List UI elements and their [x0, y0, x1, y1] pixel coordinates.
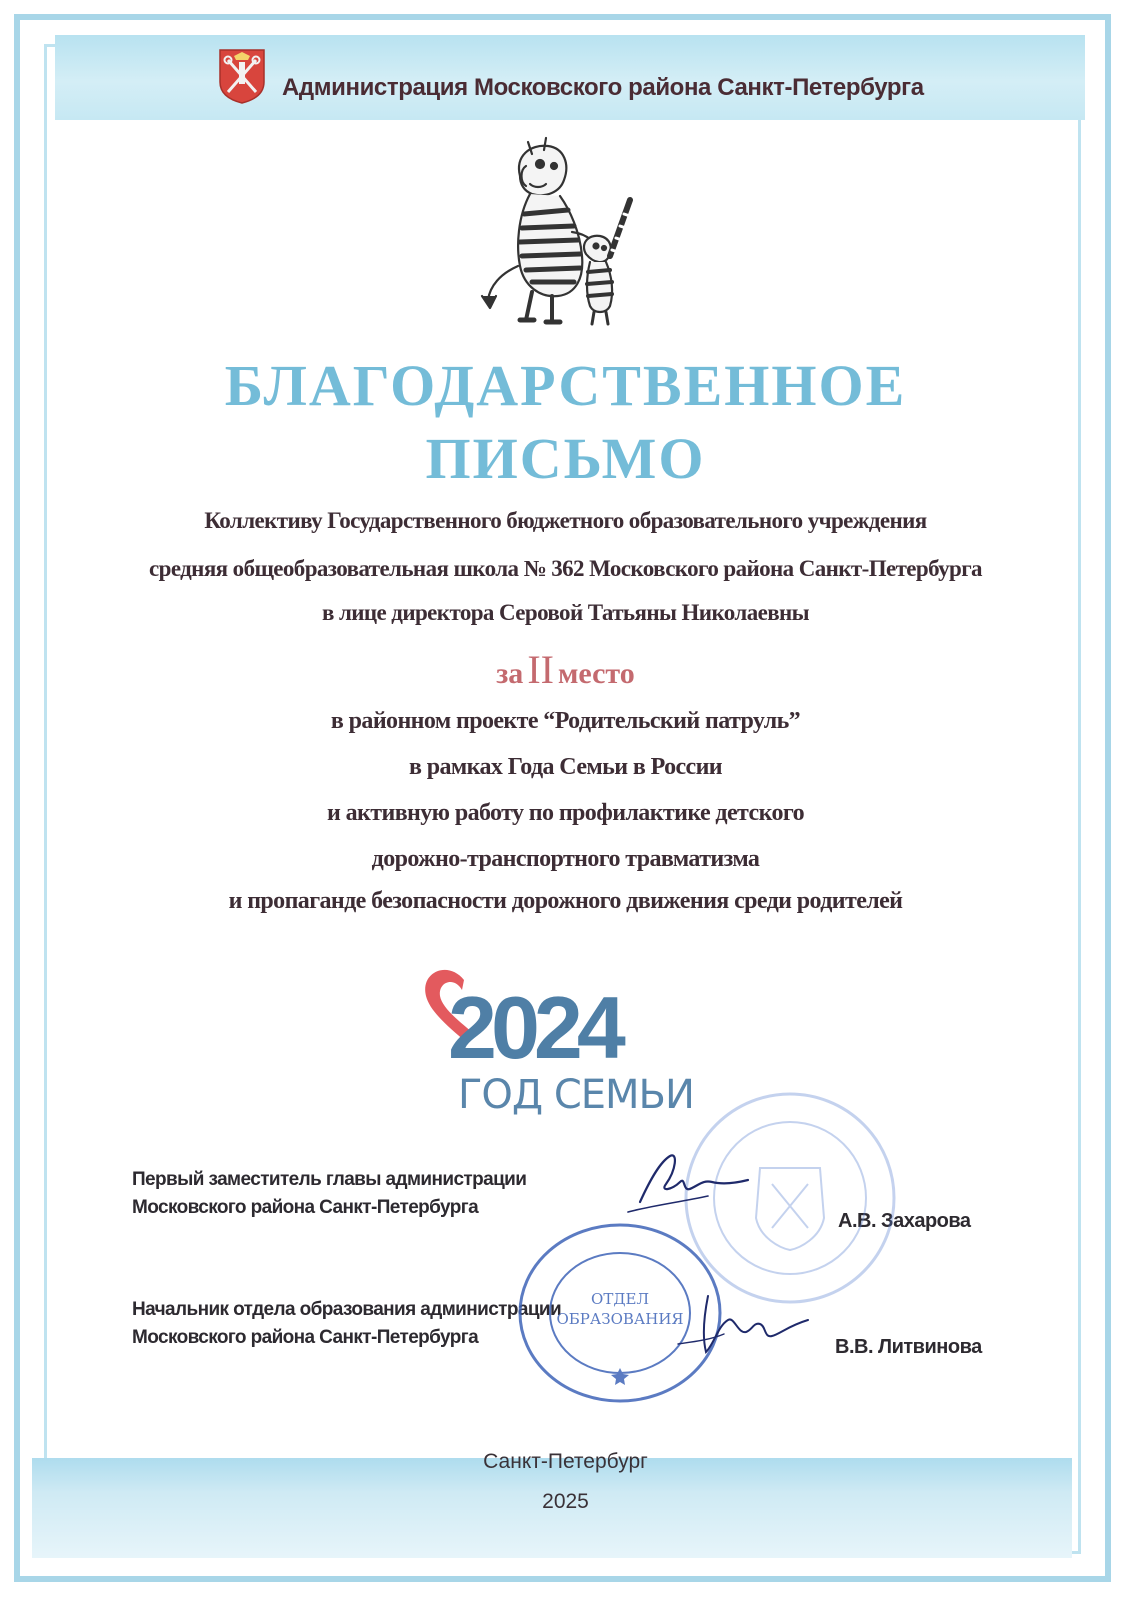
signer1-position-line1: Первый заместитель главы администрации: [132, 1169, 527, 1190]
award-prefix: за: [496, 657, 524, 690]
award-place-number: II: [527, 647, 554, 692]
coat-of-arms-icon: [218, 48, 266, 104]
reason-line5: и пропаганде безопасности дорожного движения среди родителей: [228, 888, 903, 914]
reason-line4: дорожно-транспортного травматизма: [371, 846, 760, 872]
year-of-family-logo: [420, 962, 694, 1118]
logo-year: 2024: [448, 978, 620, 1077]
logo-caption: ГОД СЕМЬИ: [458, 1072, 694, 1118]
reason-line2: в рамках Года Семьи в России: [408, 754, 723, 780]
recipient-line1: Коллективу Государственного бюджетного образовательного учреждения: [204, 508, 927, 533]
stamp-center-line1: ОТДЕЛ: [591, 1290, 649, 1308]
reason-line3: и активную работу по профилактике детского: [327, 800, 804, 826]
signer2-position: [132, 1296, 561, 1352]
document-title-line1: БЛАГОДАРСТВЕННОЕ: [224, 353, 907, 418]
signer1-position: [132, 1166, 526, 1222]
signer1-name: А.В. Захарова: [838, 1210, 971, 1232]
signer2-position-line2: Московского района Санкт-Петербурга: [132, 1327, 479, 1348]
zebra-mascot-illustration: [460, 136, 660, 328]
organization-name: Администрация Московского района Санкт-Петербурга: [282, 74, 924, 101]
signature-litvinova: [668, 1286, 818, 1366]
award-place: [0, 646, 1131, 693]
signature-zakharova: [620, 1140, 760, 1220]
recipient-line2: средняя общеобразовательная школа № 362 Московского района Санкт-Петербурга: [149, 556, 982, 581]
signer2-name: В.В. Литвинова: [835, 1336, 982, 1358]
signer2-position-line1: Начальник отдела образования администрации: [132, 1299, 562, 1320]
stamp-center-line2: ОБРАЗОВАНИЯ: [556, 1310, 684, 1328]
award-suffix: место: [557, 657, 635, 690]
recipient-line3: в лице директора Серовой Татьяны Николаевны: [321, 600, 810, 625]
footer-city: Санкт-Петербург: [483, 1450, 648, 1473]
document-title-line2: ПИСЬМО: [425, 426, 706, 491]
signer1-position-line2: Московского района Санкт-Петербурга: [132, 1197, 479, 1218]
reason-line1: в районном проекте “Родительский патруль”: [330, 708, 801, 734]
footer-year: 2025: [542, 1490, 589, 1513]
